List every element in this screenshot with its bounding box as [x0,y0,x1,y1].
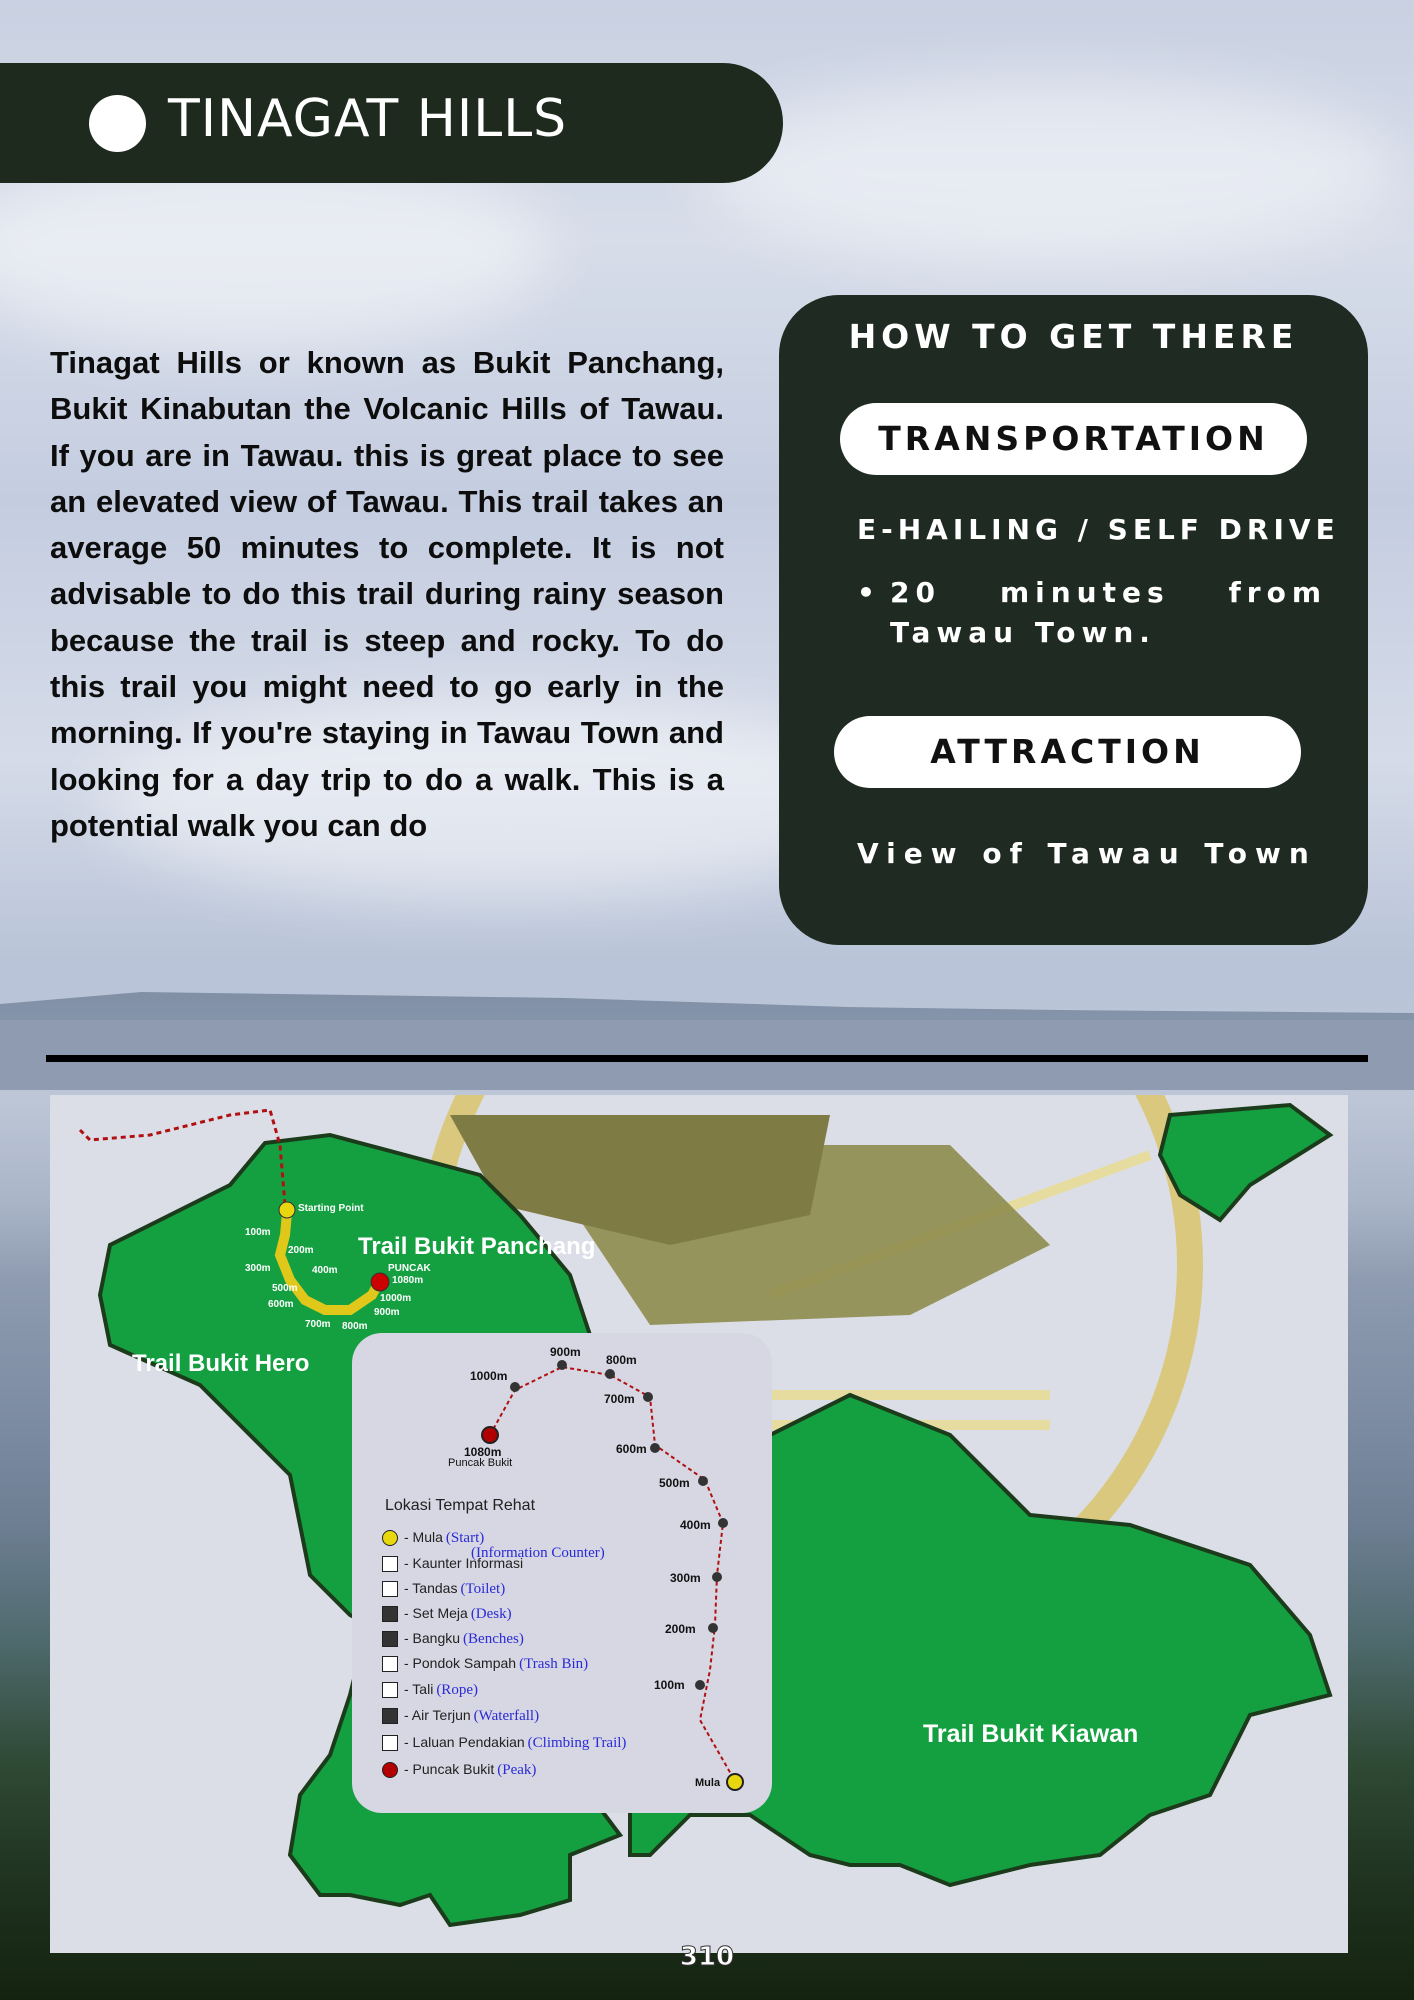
legend-item-english: (Information Counter) [471,1545,605,1561]
legend-item: - Tandas (Toilet) [382,1580,505,1598]
start-label: Mula [695,1777,721,1789]
detail-marker: 400m [680,1518,711,1532]
bullet-icon: • [857,576,881,609]
legend-item: - Set Meja (Desk) [382,1605,512,1623]
mini-marker: 900m [374,1307,400,1318]
peak-label: 1080m [464,1445,502,1459]
rope-icon [382,1682,398,1698]
trail-kiawan-label: Trail Bukit Kiawan [923,1720,1139,1748]
legend-item: - Laluan Pendakian (Climbing Trail) [382,1734,626,1752]
mini-marker: 200m [288,1245,314,1256]
how-to-get-there-card [779,295,1368,945]
toilet-icon [382,1581,398,1597]
transport-detail: 20 minutes from Tawau Town. [890,576,1327,649]
trail-hero-label: Trail Bukit Hero [132,1350,310,1377]
legend-item: - Kaunter Informasi [382,1555,523,1572]
red-circle-icon [382,1762,398,1778]
waterfall-icon [382,1708,398,1724]
detail-marker: 1000m [470,1369,508,1383]
yellow-circle-icon [382,1530,398,1546]
mini-marker: 100m [245,1227,271,1238]
desk-icon [382,1606,398,1622]
mini-marker: 600m [268,1299,294,1310]
mini-marker: 700m [305,1319,331,1330]
legend-item: - Bangku (Benches) [382,1630,524,1648]
puncak-altitude: 1080m [392,1275,424,1286]
legend-item: - Mula (Start) [382,1529,484,1547]
trash-bin-icon [382,1656,398,1672]
puncak-label: PUNCAK [388,1263,431,1274]
detail-marker: 300m [670,1571,701,1585]
detail-marker: 200m [665,1622,696,1636]
attraction-label: ATTRACTION [834,716,1301,788]
detail-marker: 900m [550,1345,581,1359]
transportation-label: TRANSPORTATION [840,403,1307,475]
legend-item: - Pondok Sampah (Trash Bin) [382,1655,588,1673]
trail-panchang-label: Trail Bukit Panchang [358,1233,596,1260]
mini-marker: 500m [272,1283,298,1294]
detail-marker: 500m [659,1476,690,1490]
attraction-detail: View of Tawau Town [857,837,1317,870]
bench-icon [382,1631,398,1647]
page-title: TINAGAT HILLS [168,89,568,149]
mini-marker: 300m [245,1263,271,1274]
climbing-trail-icon [382,1735,398,1751]
description-text: Tinagat Hills or known as Bukit Panchang, Bukit Kinabutan the Volcanic Hills of Tawau. If you are in Tawau. this is great place to see an elevated view of Tawau. This trail takes an average 50 minutes to complete. It is not advisable to do this trail during rainy season because the trail is steep and rocky. To do this trail you might need to go early in the morning. If you're staying in Tawau Town and looking for a day trip to do a walk. This is a potential walk you can do [50,345,724,843]
card-heading: HOW TO GET THERE [848,317,1299,356]
legend-item: - Air Terjun (Waterfall) [382,1707,539,1725]
detail-marker: 800m [606,1353,637,1367]
info-counter-icon [382,1556,398,1572]
title-banner [0,63,783,183]
transport-detail-item [857,573,1327,653]
legend-title: Lokasi Tempat Rehat [385,1497,536,1514]
page-number: 310 [679,1942,735,1972]
circle-icon [89,95,146,152]
detail-marker: 600m [616,1442,647,1456]
starting-point-label: Starting Point [298,1203,364,1214]
peak-name: Puncak Bukit [448,1457,513,1469]
mini-marker: 800m [342,1321,368,1332]
trail-map [50,1095,1348,1953]
legend-item: - Tali (Rope) [382,1681,478,1699]
transport-mode: E-HAILING / SELF DRIVE [857,513,1340,546]
divider [46,1055,1368,1062]
mini-marker: 400m [312,1265,338,1276]
detail-marker: 100m [654,1678,685,1692]
detail-marker: 700m [604,1392,635,1406]
legend-item: - Puncak Bukit (Peak) [382,1761,536,1779]
mini-marker: 1000m [380,1293,412,1304]
